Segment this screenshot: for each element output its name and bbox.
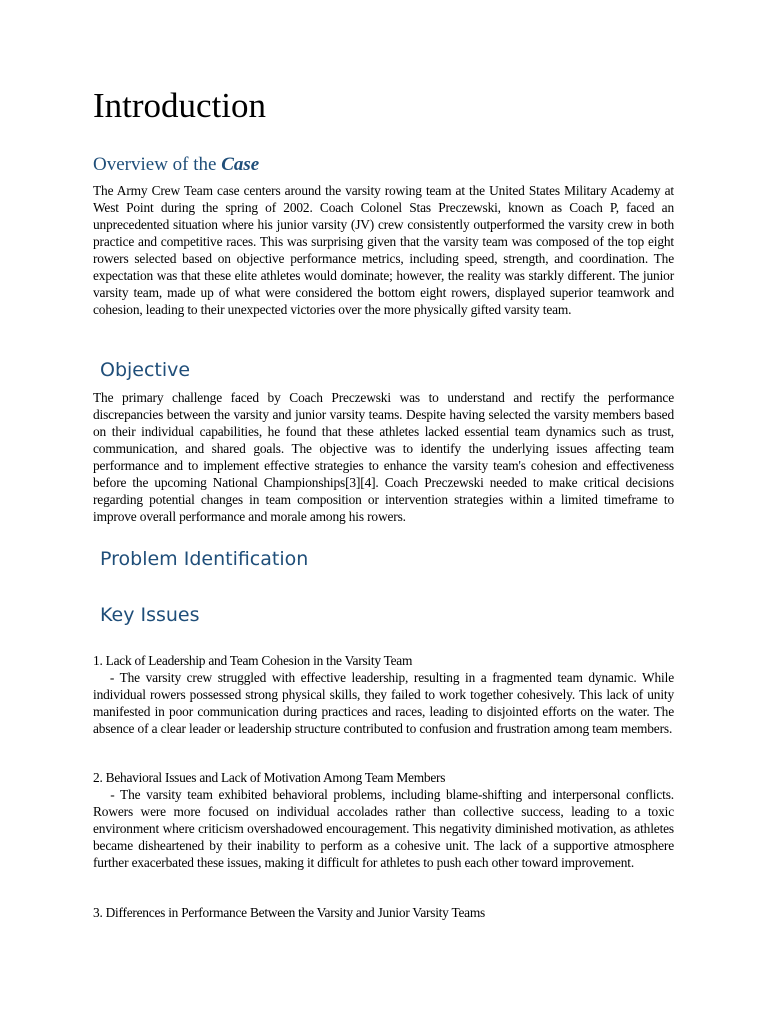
overview-paragraph: The Army Crew Team case centers around the varsity rowing team at the United States Military Academy at West Point during the spring of 2002. Coach Colonel Stas Preczewski, known as Coach P, faced an unprecedented situation where his junior varsity (JV) crew consistently outperformed the varsity crew in both practice and competitive races. This was surprising given that the varsity team was composed of the top eight rowers selected based on objective performance metrics, including speed, strength, and coordination. The expectation was that these elite athletes would dominate; however, the reality was starkly different. The junior varsity team, made up of what were considered the bottom eight rowers, displayed superior teamwork and cohesion, leading to their unexpected victories over the more physically gifted varsity team. <box>93 183 674 317</box>
key-issue-1-title: 1. Lack of Leadership and Team Cohesion in the Varsity Team <box>93 653 413 668</box>
key-issue-2-body: - The varsity team exhibited behavioral problems, including blame-shifting and interpersonal conflicts. Rowers were more focused on individual accolades rather than collective success, leading to a toxic environment where criticism overshadowed encouragement. This negativity diminished motivation, as athletes became disheartened by their inability to perform as a cohesive unit. The lack of a supportive atmosphere further exacerbated these issues, making it difficult for athletes to push each other toward improvement. <box>93 787 678 870</box>
key-issue-1-body: - The varsity crew struggled with effective leadership, resulting in a fragmented team dynamic. While individual rowers possessed strong physical skills, they failed to work together cohesively. This lack of unity manifested in poor communication during practices and races, leading to disjointed efforts on the water. The absence of a clear leader or leadership structure contributed to confusion and frustration among team members. <box>93 670 678 736</box>
key-issues-heading: Key Issues <box>100 604 200 626</box>
overview-heading-prefix: Overview of the <box>93 154 222 175</box>
objective-heading: Objective <box>100 359 191 381</box>
page-title: Introduction <box>93 86 267 125</box>
overview-heading <box>93 154 259 176</box>
problem-identification-heading: Problem Identification <box>100 548 309 570</box>
objective-paragraph: The primary challenge faced by Coach Preczewski was to understand and rectify the performance discrepancies between the varsity and junior varsity teams. Despite having selected the varsity members based on their individual capabilities, he found that these athletes lacked essential team dynamics such as trust, communication, and shared goals. The objective was to identify the underlying issues affecting team performance and to implement effective strategies to enhance the varsity team's cohesion and effectiveness before the upcoming National Championships[3][4]. Coach Preczewski needed to make critical decisions regarding potential changes in team composition or intervention strategies within a limited timeframe to improve overall performance and morale among his rowers. <box>93 390 674 524</box>
overview-heading-emphasis: Case <box>221 154 260 175</box>
key-issue-2-title: 2. Behavioral Issues and Lack of Motivation Among Team Members <box>93 770 446 785</box>
key-issue-3-title: 3. Differences in Performance Between the Varsity and Junior Varsity Teams <box>93 905 485 920</box>
